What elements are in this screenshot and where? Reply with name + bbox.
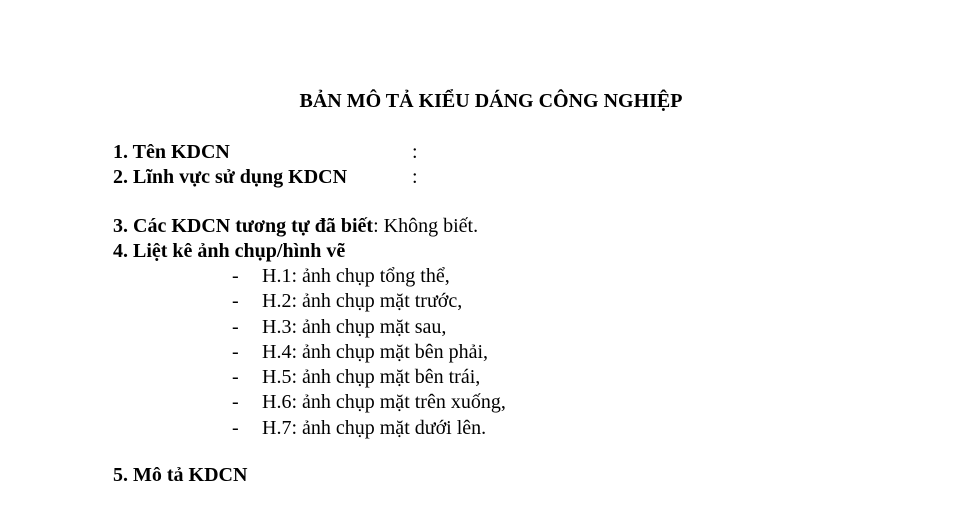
field-usage-label: 2. Lĩnh vực sử dụng KDCN	[113, 166, 348, 188]
field-usage	[113, 165, 418, 190]
list-bullet: -	[232, 366, 239, 389]
image-list	[232, 264, 506, 441]
list-item-text: H.7: ảnh chụp mặt dưới lên.	[262, 416, 487, 439]
field-name-label: 1. Tên KDCN	[113, 141, 230, 163]
list-item-text: H.5: ảnh chụp mặt bên trái,	[262, 366, 481, 389]
section-description-heading: 5. Mô tả KDCN	[113, 464, 248, 486]
list-item	[232, 416, 506, 441]
list-bullet: -	[232, 340, 239, 363]
section-similar-designs-label: 3. Các KDCN tương tự đã biết	[113, 215, 374, 237]
list-bullet: -	[232, 290, 239, 313]
list-bullet: -	[232, 416, 239, 439]
section-similar-designs	[113, 214, 478, 239]
list-item-text: H.4: ảnh chụp mặt bên phải,	[262, 340, 489, 363]
field-name-colon: :	[412, 141, 418, 163]
list-item	[232, 289, 506, 314]
list-bullet: -	[232, 391, 239, 414]
list-item	[232, 340, 506, 365]
list-bullet: -	[232, 265, 239, 287]
document-title: BẢN MÔ TẢ KIỂU DÁNG CÔNG NGHIỆP	[299, 90, 683, 112]
list-bullet: -	[232, 315, 239, 338]
list-item-text: H.1: ảnh chụp tổng thể,	[262, 265, 450, 287]
field-usage-colon: :	[412, 166, 418, 188]
list-item	[232, 315, 506, 340]
list-item-text: H.3: ảnh chụp mặt sau,	[262, 315, 447, 338]
list-item	[232, 365, 506, 390]
section-similar-designs-value: : Không biết.	[373, 215, 479, 237]
field-name	[113, 140, 418, 165]
list-item-text: H.6: ảnh chụp mặt trên xuống,	[262, 391, 506, 414]
list-item	[232, 390, 506, 415]
list-item	[232, 264, 506, 289]
list-item-text: H.2: ảnh chụp mặt trước,	[262, 290, 463, 313]
section-image-list-heading: 4. Liệt kê ảnh chụp/hình vẽ	[113, 240, 346, 262]
